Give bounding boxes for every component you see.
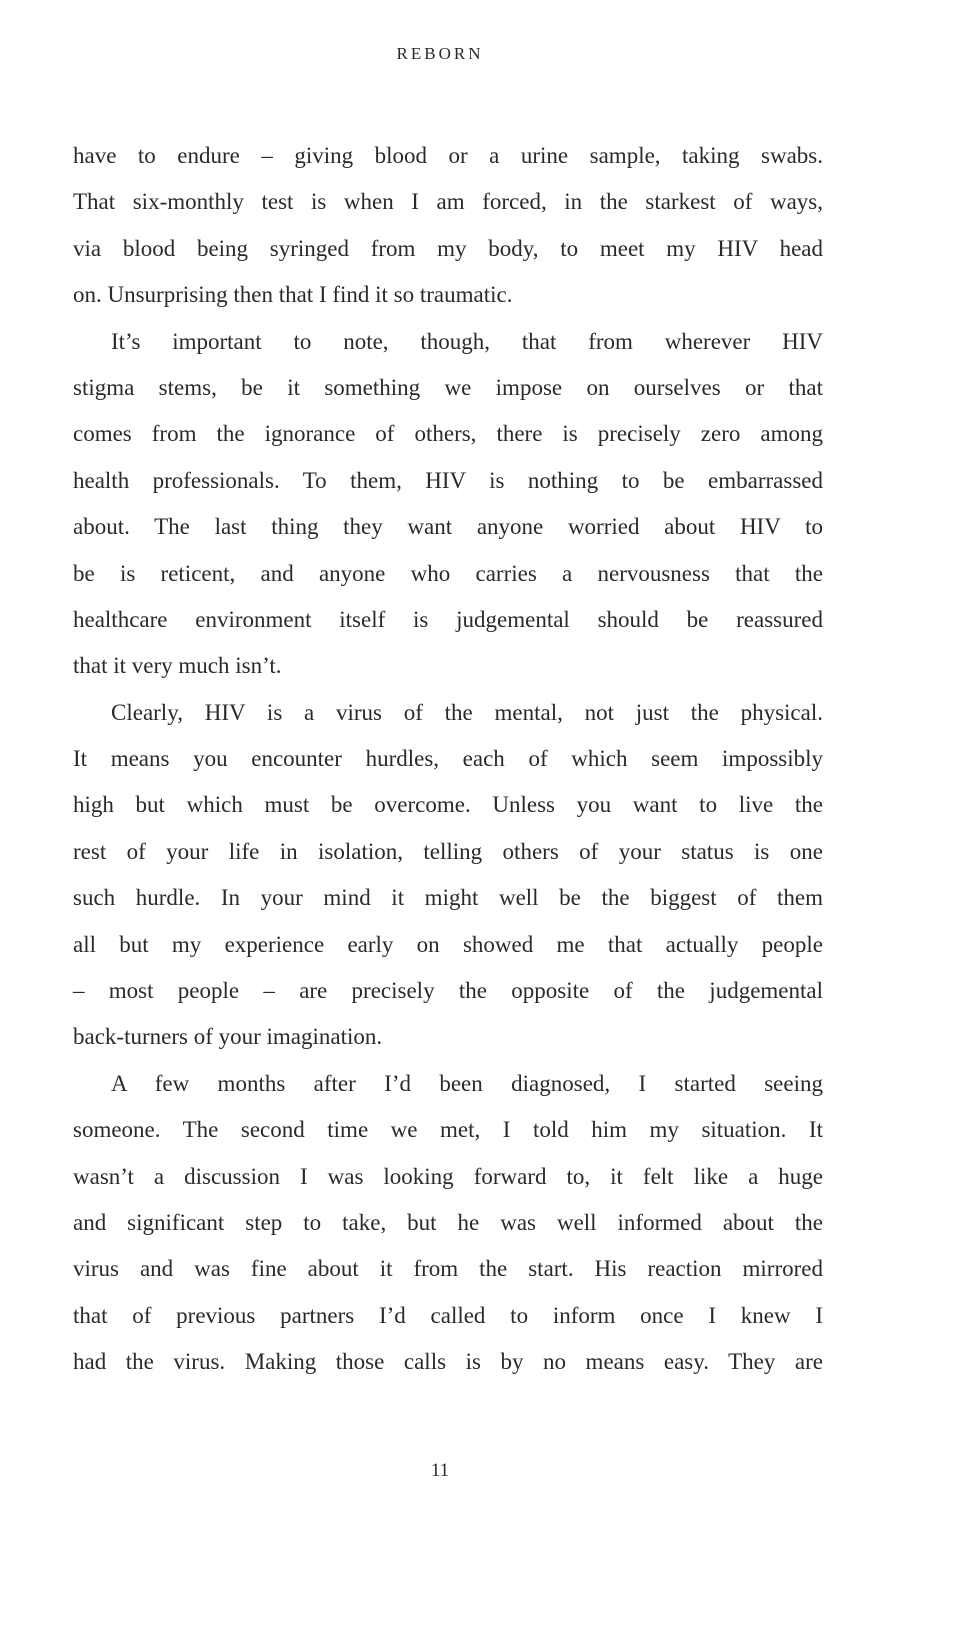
text-line: someone. The second time we met, I told him my situation. It xyxy=(73,1117,823,1143)
text-line: had the virus. Making those calls is by no means easy. They are xyxy=(73,1349,823,1375)
text-line: It’s important to note, though, that from wherever HIV xyxy=(111,328,823,354)
text-line: that of previous partners I’d called to inform once I knew I xyxy=(73,1302,823,1328)
running-head: REBORN xyxy=(396,44,484,63)
text-line: A few months after I’d been diagnosed, I started seeing xyxy=(111,1070,823,1096)
text-line: Clearly, HIV is a virus of the mental, not just the physical. xyxy=(111,699,823,725)
text-line: about. The last thing they want anyone worried about HIV to xyxy=(73,514,823,540)
text-line: That six-monthly test is when I am forced, in the starkest of ways, xyxy=(73,189,823,215)
paragraph xyxy=(73,693,823,1064)
text-line: that it very much isn’t. xyxy=(73,653,282,679)
text-line: on. Unsurprising then that I find it so traumatic. xyxy=(73,282,513,308)
paragraph xyxy=(73,322,823,693)
text-line: It means you encounter hurdles, each of which seem impossibly xyxy=(73,746,823,772)
text-line: back-turners of your imagination. xyxy=(73,1024,383,1050)
text-line: wasn’t a discussion I was looking forward to, it felt like a huge xyxy=(73,1163,823,1189)
page-number: 11 xyxy=(430,1460,450,1481)
paragraph xyxy=(73,136,823,322)
text-line: be is reticent, and anyone who carries a nervousness that the xyxy=(73,560,823,586)
text-line: health professionals. To them, HIV is nothing to be embarrassed xyxy=(73,467,823,493)
text-line: high but which must be overcome. Unless you want to live the xyxy=(73,792,823,818)
text-line: rest of your life in isolation, telling others of your status is one xyxy=(73,838,823,864)
text-line: and significant step to take, but he was well informed about the xyxy=(73,1209,823,1235)
text-line: such hurdle. In your mind it might well be the biggest of them xyxy=(73,885,823,911)
text-line: – most people – are precisely the opposite of the judgemental xyxy=(73,978,823,1004)
text-line: comes from the ignorance of others, there is precisely zero among xyxy=(73,421,823,447)
text-line: healthcare environment itself is judgemental should be reassured xyxy=(73,606,823,632)
text-line: via blood being syringed from my body, to meet my HIV head xyxy=(73,235,823,261)
text-line: virus and was fine about it from the start. His reaction mirrored xyxy=(73,1256,823,1282)
text-line: stigma stems, be it something we impose on ourselves or that xyxy=(73,374,823,400)
text-line: all but my experience early on showed me that actually people xyxy=(73,931,823,957)
text-line: have to endure – giving blood or a urine sample, taking swabs. xyxy=(73,143,823,168)
paragraph xyxy=(73,1064,823,1389)
body-text xyxy=(73,136,823,1389)
